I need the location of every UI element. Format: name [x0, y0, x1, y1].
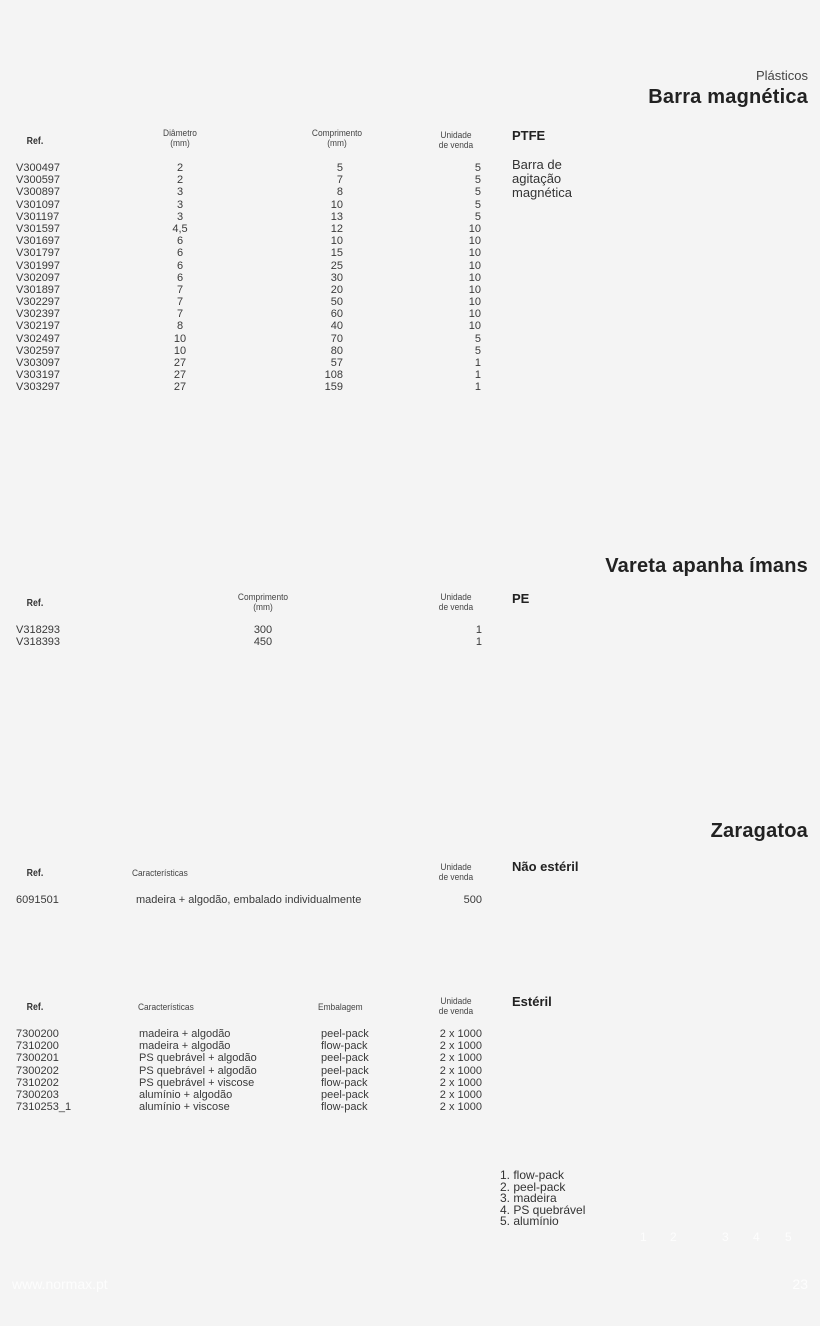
- cell-ref: V302597: [16, 344, 61, 357]
- cell-unit: 1: [474, 357, 481, 369]
- category-label: Plásticos: [755, 68, 808, 83]
- cell-length: 8: [336, 186, 343, 199]
- cell-length: 159: [324, 381, 343, 394]
- cell-ref: V302197: [16, 320, 61, 333]
- cell-diameter: 7: [176, 308, 184, 321]
- col-packaging: Embalagem: [318, 1002, 363, 1013]
- cell-packaging: peel-pack: [321, 1028, 369, 1040]
- cell-unit: 10: [468, 296, 481, 309]
- cell-packaging: flow-pack: [321, 1040, 368, 1053]
- table-row: [0, 1052, 490, 1064]
- cell-packaging: flow-pack: [321, 1076, 368, 1089]
- cell-packaging: peel-pack: [321, 1088, 369, 1101]
- cell-length: 30: [330, 271, 343, 284]
- cell-packaging: peel-pack: [321, 1052, 369, 1065]
- cell-length: 13: [330, 210, 343, 223]
- cell-diameter: 6: [176, 271, 184, 284]
- cell-unit: 10: [468, 283, 481, 296]
- table-row: [0, 308, 490, 320]
- cell-unit: 5: [474, 210, 481, 223]
- table-row: [0, 369, 490, 381]
- legend-item: 1. flow-pack: [500, 1168, 565, 1182]
- cell-diameter: 2: [176, 162, 184, 174]
- cell-diameter: 4,5: [172, 222, 188, 235]
- cell-length: 70: [330, 332, 343, 345]
- image-label-2: 2: [670, 1230, 677, 1244]
- desc-line: Barra de: [512, 157, 562, 172]
- cell-length: 300: [253, 624, 273, 636]
- cell-diameter: 3: [176, 198, 184, 211]
- cell-diameter: 10: [173, 344, 187, 357]
- cell-ref: V301997: [16, 259, 61, 272]
- cell-length: 7: [336, 174, 343, 187]
- table-row: [0, 247, 490, 259]
- cell-ref: 7300203: [16, 1088, 59, 1101]
- table-row: [0, 1065, 490, 1077]
- cell-length: 15: [330, 247, 343, 260]
- cell-unit: 1: [474, 369, 481, 382]
- col-unit: [430, 997, 483, 1017]
- table-row: [0, 624, 490, 636]
- table-row: [0, 235, 490, 247]
- col-length-line2: (mm): [253, 602, 273, 613]
- cell-unit: 1: [475, 636, 482, 649]
- cell-packaging: flow-pack: [321, 1101, 368, 1114]
- cell-unit: 2 x 1000: [439, 1052, 482, 1065]
- cell-packaging: peel-pack: [321, 1064, 369, 1077]
- table-row: [0, 186, 490, 198]
- cell-unit: 500: [463, 894, 482, 906]
- cell-ref: V301097: [16, 198, 61, 211]
- legend: [500, 1170, 585, 1228]
- cell-diameter: 27: [173, 369, 187, 382]
- cell-characteristics: alumínio + viscose: [139, 1101, 230, 1114]
- cell-diameter: 7: [176, 296, 184, 309]
- cell-length: 50: [330, 296, 343, 309]
- table-row: [0, 345, 490, 357]
- barra-description: [512, 158, 572, 200]
- barra-material: PTFE: [512, 128, 546, 143]
- cell-diameter: 8: [176, 320, 184, 333]
- cell-ref: 7310202: [16, 1076, 59, 1089]
- cell-length: 57: [330, 357, 343, 369]
- cell-length: 40: [330, 320, 343, 333]
- table-row: [0, 211, 490, 223]
- col-characteristics: Características: [138, 1002, 194, 1013]
- col-length-line1: Comprimento: [237, 592, 289, 603]
- cell-unit: 2 x 1000: [439, 1088, 482, 1101]
- col-unit-line2: de venda: [438, 602, 474, 613]
- cell-ref: V302097: [16, 271, 61, 284]
- cell-ref: V302497: [16, 332, 61, 345]
- cell-unit: 10: [468, 308, 481, 321]
- cell-diameter: 10: [173, 332, 187, 345]
- table-header: [0, 860, 490, 894]
- col-length-line1: Comprimento: [311, 128, 363, 139]
- cell-length: 20: [330, 283, 343, 296]
- col-unit: [430, 863, 483, 883]
- col-unit-line1: Unidade: [440, 592, 472, 603]
- cell-length: 5: [336, 162, 343, 174]
- cell-length: 10: [330, 235, 343, 248]
- cell-unit: 2 x 1000: [439, 1064, 482, 1077]
- section-title-vareta: Vareta apanha ímans: [605, 555, 808, 577]
- cell-length: 25: [330, 259, 343, 272]
- cell-ref: V318393: [16, 636, 61, 649]
- col-ref: Ref.: [26, 598, 44, 609]
- cell-characteristics: alumínio + algodão: [139, 1088, 233, 1101]
- col-ref: Ref.: [26, 868, 44, 879]
- col-ref: Ref.: [26, 136, 44, 147]
- cell-characteristics: PS quebrável + algodão: [139, 1064, 257, 1077]
- cell-ref: V301597: [16, 222, 61, 235]
- desc-line: magnética: [512, 185, 572, 200]
- table-row: [0, 199, 490, 211]
- cell-diameter: 27: [173, 357, 187, 369]
- col-unit-line1: Unidade: [440, 996, 472, 1007]
- col-unit-line1: Unidade: [440, 130, 472, 141]
- cell-diameter: 3: [176, 186, 184, 199]
- cell-diameter: 6: [176, 247, 184, 260]
- cell-unit: 1: [474, 381, 481, 394]
- table-row: [0, 894, 490, 906]
- col-unit-line2: de venda: [438, 1006, 474, 1017]
- col-unit-line1: Unidade: [440, 862, 472, 873]
- cell-unit: 10: [468, 235, 481, 248]
- cell-ref: V318293: [16, 624, 61, 636]
- table-row: [0, 1101, 490, 1113]
- col-length: [293, 129, 381, 149]
- table-row: [0, 1077, 490, 1089]
- cell-ref: V301797: [16, 247, 61, 260]
- col-ref: Ref.: [26, 1002, 44, 1013]
- table-header: [0, 994, 490, 1028]
- image-label-4: 4: [753, 1230, 760, 1244]
- cell-ref: V301897: [16, 283, 61, 296]
- cell-length: 60: [330, 308, 343, 321]
- cell-length: 10: [330, 198, 343, 211]
- col-length: [219, 593, 307, 613]
- vareta-material: PE: [512, 591, 530, 606]
- esteril-label: Estéril: [512, 994, 552, 1009]
- cell-ref: V303197: [16, 369, 61, 382]
- cell-unit: 1: [475, 624, 482, 636]
- cell-diameter: 27: [173, 381, 187, 394]
- nao-esteril-label: Não estéril: [512, 859, 579, 874]
- cell-unit: 5: [474, 186, 481, 199]
- table-row: [0, 636, 490, 648]
- cell-ref: 7300202: [16, 1064, 59, 1077]
- nao-esteril-rows: [0, 894, 490, 906]
- col-unit: [430, 593, 483, 613]
- table-row: [0, 174, 490, 186]
- section-title-barra: Barra magnética: [648, 86, 808, 108]
- cell-ref: 7300200: [16, 1028, 59, 1040]
- col-length-line2: (mm): [327, 138, 347, 149]
- col-unit-line2: de venda: [438, 872, 474, 883]
- table-header: [0, 590, 490, 624]
- section-title-zaragatoa: Zaragatoa: [710, 820, 808, 842]
- image-label-5: 5: [785, 1230, 792, 1244]
- nao-esteril-table: [0, 860, 490, 906]
- legend-item: 2. peel-pack: [500, 1179, 566, 1194]
- esteril-table: [0, 994, 490, 1113]
- cell-unit: 2 x 1000: [439, 1076, 482, 1089]
- legend-item: 5. alumínio: [500, 1214, 559, 1228]
- image-label-3: 3: [722, 1230, 729, 1244]
- cell-diameter: 2: [176, 174, 184, 187]
- col-characteristics: Características: [132, 868, 188, 879]
- table-row: [0, 381, 490, 393]
- table-row: [0, 1028, 490, 1040]
- cell-unit: 2 x 1000: [439, 1040, 482, 1053]
- table-row: [0, 223, 490, 235]
- table-header: [0, 128, 490, 162]
- table-row: [0, 1040, 490, 1052]
- table-row: [0, 357, 490, 369]
- cell-characteristics: madeira + algodão: [139, 1028, 231, 1040]
- cell-characteristics: PS quebrável + algodão: [139, 1052, 257, 1065]
- cell-ref: 7310253_1: [16, 1101, 72, 1114]
- cell-ref: V303297: [16, 381, 61, 394]
- cell-length: 12: [330, 222, 343, 235]
- cell-unit: 10: [468, 247, 481, 260]
- cell-unit: 10: [468, 222, 481, 235]
- cell-characteristics: PS quebrável + viscose: [139, 1076, 255, 1089]
- table-row: [0, 296, 490, 308]
- cell-unit: 2 x 1000: [439, 1028, 482, 1040]
- cell-unit: 10: [468, 320, 481, 333]
- col-diameter: [145, 129, 215, 149]
- cell-unit: 5: [474, 332, 481, 345]
- cell-diameter: 6: [176, 259, 184, 272]
- col-diameter-line2: (mm): [170, 138, 190, 149]
- image-label-1: 1: [640, 1230, 647, 1244]
- cell-unit: 5: [474, 162, 481, 174]
- barra-rows: [0, 162, 490, 394]
- vareta-rows: [0, 624, 490, 648]
- table-row: [0, 320, 490, 332]
- col-unit-line2: de venda: [438, 140, 474, 151]
- cell-length: 108: [324, 369, 343, 382]
- esteril-rows: [0, 1028, 490, 1113]
- table-row: [0, 260, 490, 272]
- cell-ref: V301697: [16, 235, 61, 248]
- col-diameter-line1: Diâmetro: [163, 128, 197, 139]
- cell-characteristics: madeira + algodão, embalado individualmente: [136, 894, 362, 906]
- table-row: [0, 162, 490, 174]
- cell-ref: 7300201: [16, 1052, 59, 1065]
- legend-item: 3. madeira: [500, 1191, 557, 1205]
- table-row: [0, 272, 490, 284]
- page-number: 23: [792, 1276, 808, 1292]
- cell-ref: V302397: [16, 308, 61, 321]
- cell-unit: 5: [474, 344, 481, 357]
- cell-ref: V300597: [16, 174, 61, 187]
- cell-ref: 7310200: [16, 1040, 59, 1053]
- cell-length: 80: [330, 344, 343, 357]
- cell-unit: 10: [468, 271, 481, 284]
- barra-table: [0, 128, 490, 394]
- cell-diameter: 6: [176, 235, 184, 248]
- cell-ref: V302297: [16, 296, 61, 309]
- cell-length: 450: [253, 636, 273, 649]
- vareta-table: [0, 590, 490, 648]
- table-row: [0, 333, 490, 345]
- cell-unit: 10: [468, 259, 481, 272]
- cell-unit: 5: [474, 198, 481, 211]
- cell-unit: 2 x 1000: [439, 1101, 482, 1114]
- table-row: [0, 284, 490, 296]
- cell-ref: V300497: [16, 162, 61, 174]
- table-row: [0, 1089, 490, 1101]
- footer-url[interactable]: www.normax.pt: [12, 1276, 108, 1292]
- legend-item: 4. PS quebrável: [500, 1202, 586, 1217]
- cell-characteristics: madeira + algodão: [139, 1040, 231, 1053]
- cell-ref: V303097: [16, 357, 61, 369]
- cell-diameter: 3: [176, 210, 184, 223]
- cell-unit: 5: [474, 174, 481, 187]
- desc-line: agitação: [512, 171, 562, 186]
- cell-ref: V301197: [16, 210, 60, 223]
- col-unit: [430, 131, 483, 151]
- cell-ref: 6091501: [16, 894, 59, 906]
- cell-diameter: 7: [176, 283, 184, 296]
- cell-ref: V300897: [16, 186, 61, 199]
